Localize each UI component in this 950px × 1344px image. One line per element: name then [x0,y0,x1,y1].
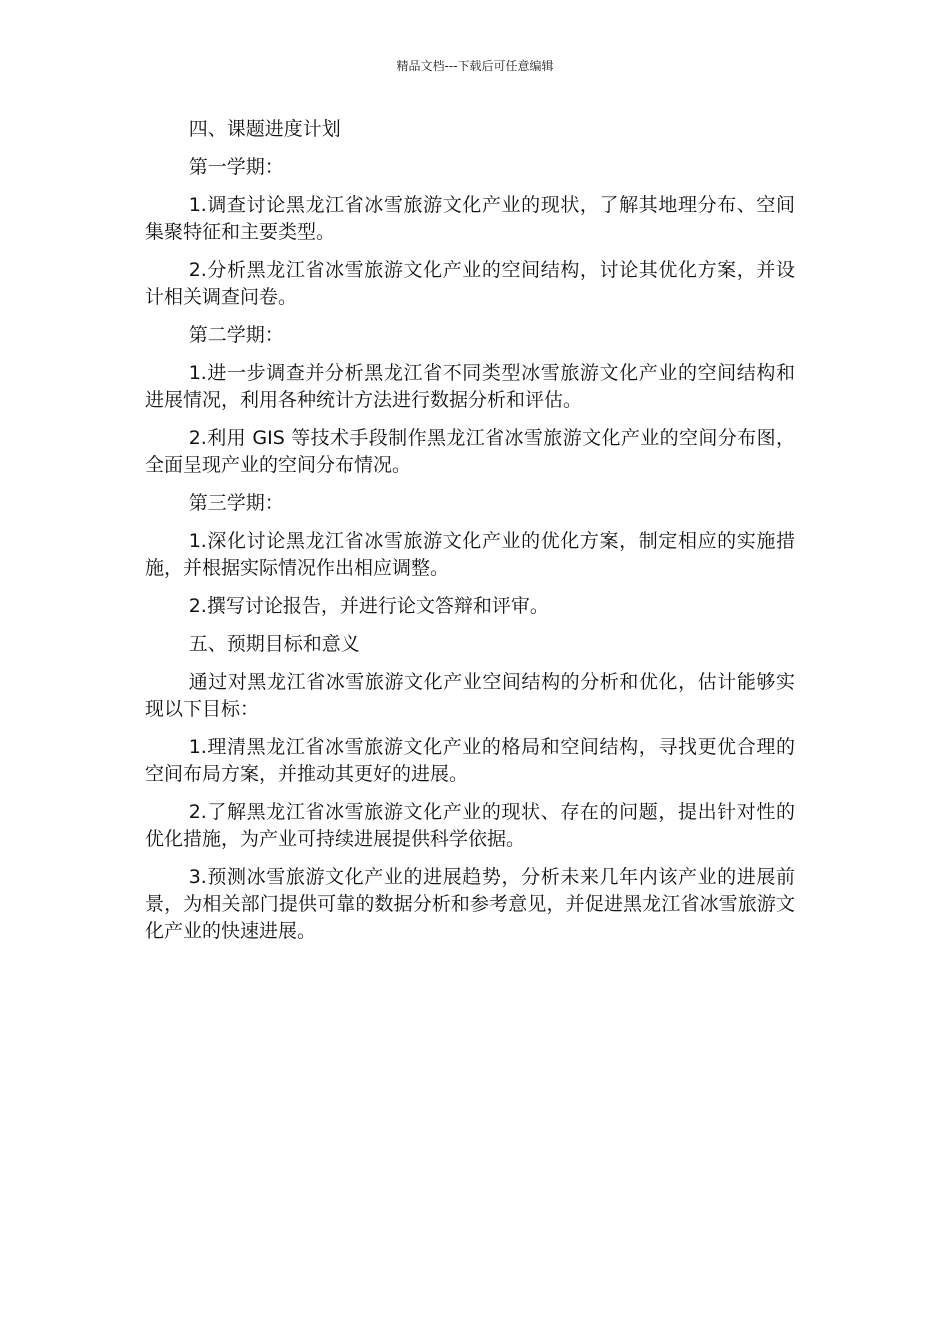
semester-heading-1: 第一学期： [188,156,284,178]
document-body [145,116,795,956]
paragraph-item: 2.分析黑龙江省冰雪旅游文化产业的空间结构，讨论其优化方案，并设计相关调查问卷。 [145,259,795,308]
paragraph-item: 1.调查讨论黑龙江省冰雪旅游文化产业的现状，了解其地理分布、空间集聚特征和主要类型。 [145,194,795,243]
paragraph-intro: 通过对黑龙江省冰雪旅游文化产业空间结构的分析和优化，估计能够实现以下目标： [145,671,795,720]
semester-heading-2: 第二学期： [188,324,284,346]
paragraph-item: 1.深化讨论黑龙江省冰雪旅游文化产业的优化方案，制定相应的实施措施，并根据实际情况作出相应调整。 [145,530,795,579]
paragraph-item: 2.撰写讨论报告，并进行论文答辩和评审。 [188,595,549,617]
semester-heading-3: 第三学期： [188,492,284,514]
paragraph-item: 1.理清黑龙江省冰雪旅游文化产业的格局和空间结构，寻找更优合理的空间布局方案，并推动其更好的进展。 [145,736,795,785]
paragraph-item: 3.预测冰雪旅游文化产业的进展趋势，分析未来几年内该产业的进展前景，为相关部门提供可靠的数据分析和参考意见，并促进黑龙江省冰雪旅游文化产业的快速进展。 [145,866,795,942]
paragraph-item: 2.了解黑龙江省冰雪旅游文化产业的现状、存在的问题，提出针对性的优化措施，为产业可持续进展提供科学依据。 [145,801,795,850]
section-heading-goals: 五、预期目标和意义 [188,633,360,655]
paragraph-item: 2.利用 GIS 等技术手段制作黑龙江省冰雪旅游文化产业的空间分布图，全面呈现产业的空间分布情况。 [145,427,795,476]
page-header: 精品文档---下载后可任意编辑 [396,59,554,73]
section-heading-schedule: 四、课题进度计划 [188,118,341,140]
paragraph-item: 1.进一步调查并分析黑龙江省不同类型冰雪旅游文化产业的空间结构和进展情况，利用各种统计方法进行数据分析和评估。 [145,362,795,411]
